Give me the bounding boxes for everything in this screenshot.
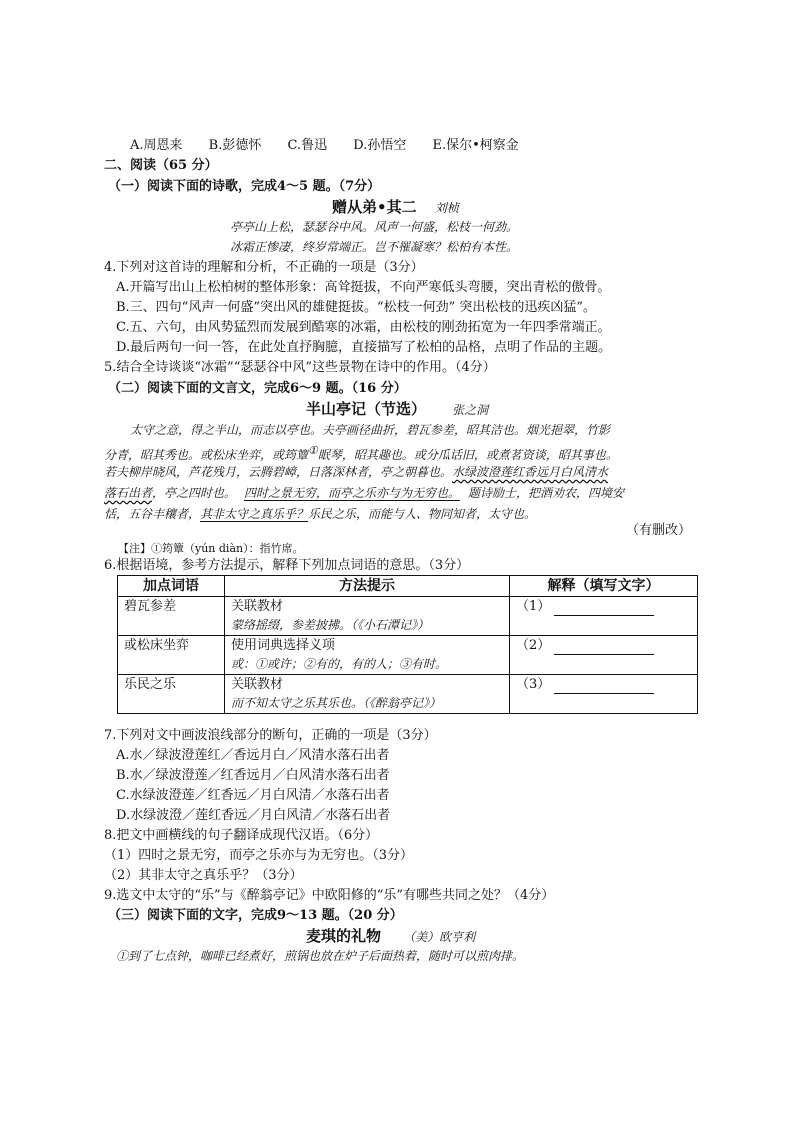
prose-line-5c: 乐民之乐，而能与人、物同知者，太守也。: [308, 507, 537, 521]
table-word: 或松床坐弈: [118, 636, 225, 675]
prose-line-5a: 恬，五谷丰穰者，: [104, 507, 201, 521]
answer-blank[interactable]: [554, 601, 654, 616]
part3-heading: （三）阅读下面的文字，完成9～13 题。（20 分）: [108, 908, 403, 923]
story-title-line: [306, 927, 475, 947]
table-method: 关联教材: [231, 677, 284, 692]
answer-label: （2）: [516, 638, 551, 653]
table-word: 乐民之乐: [118, 675, 225, 714]
choice-a: A.周恩来: [130, 138, 183, 153]
q8-part-1: （1）四时之景无穷，而亭之乐亦与为无穷也。（3分）: [104, 848, 414, 863]
table-header: 加点词语: [118, 576, 225, 597]
table-method-cell: [225, 675, 510, 714]
question-4: 4.下列对这首诗的理解和分析，不正确的一项是（3分）: [104, 260, 424, 275]
prose-author: 张之洞: [452, 403, 489, 417]
table-header: 方法提示: [225, 576, 510, 597]
table-method: 使用词典选择义项: [231, 638, 336, 653]
q7-option-d: D.水绿波澄／莲红香远／月白风清／水落石出者: [116, 808, 391, 823]
story-paragraph-1: ①到了七点钟，咖啡已经煮好，煎锅也放在炉子后面热着，随时可以煎肉排。: [116, 949, 525, 963]
question-5: 5.结合全诗谈谈“冰霜”“瑟瑟谷中风”这些景物在诗中的作用。（4分）: [104, 360, 496, 375]
q7-option-b: B.水／绿波澄莲／红香远月／白风清水落石出者: [116, 768, 390, 783]
table-row: [118, 636, 698, 675]
choice-d: D.孙悟空: [353, 138, 407, 153]
choice-e: E.保尔•柯察金: [432, 138, 519, 153]
underline-sentence-2: 其非太守之真乐乎？: [200, 507, 309, 521]
table-method-cell: [225, 636, 510, 675]
part1-heading: （一）阅读下面的诗歌，完成4～5 题。（7分）: [108, 179, 381, 194]
prose-line-4a: ，亭之四时也。: [152, 486, 237, 500]
prose-line-2: [104, 442, 618, 464]
choice-b: B.彭德怀: [208, 138, 262, 153]
prose-line-3: [104, 463, 608, 481]
poem-author: 刘桢: [434, 201, 459, 215]
answer-blank[interactable]: [554, 679, 654, 694]
answer-label: （3）: [516, 677, 551, 692]
prose-line-4c: 题诗励士，把酒劝农，四境安: [468, 486, 625, 500]
footnote: 【注】①筠簟（yún diàn）：指竹席。: [118, 542, 304, 555]
poem-title: 赠从弟•其二: [332, 198, 417, 216]
table-header: 解释（填写文字）: [510, 576, 698, 597]
underline-sentence-1: 四时之景无穷，而亭之乐亦与为无穷也。: [244, 486, 461, 500]
prose-title-line: [306, 400, 488, 420]
table-header-row: [118, 576, 698, 597]
table-answer-cell[interactable]: [510, 636, 698, 675]
table-row: [118, 597, 698, 636]
story-author: （美）欧亨利: [403, 930, 476, 944]
question-6: 6.根据语境，参考方法提示，解释下列加点词语的意思。（3分）: [104, 558, 470, 573]
table-answer-cell[interactable]: [510, 675, 698, 714]
table-row: [118, 675, 698, 714]
prose-line-2a: 分青，昭其秀也。或松床坐弈，或筠簟: [104, 448, 309, 462]
question-7: 7.下列对文中画波浪线部分的断句，正确的一项是（3分）: [104, 728, 437, 743]
q8-part-2: （2）其非太守之真乐乎？（3分）: [104, 868, 303, 883]
choice-c: C.鲁迅: [287, 138, 328, 153]
prose-line-1: 太守之意，得之半山，而志以亭也。夫亭画径曲折，碧瓦参差，昭其洁也。烟光挹翠，竹影: [130, 423, 611, 437]
table-hint: 而不知太守之乐其乐也。（《醉翁亭记》）: [231, 696, 442, 710]
wavy-line-part1: 水绿波澄莲红香远月白风清水: [452, 465, 609, 479]
q7-option-a: A.水／绿波澄莲红／香远月白／风清水落石出者: [116, 748, 390, 763]
prose-line-4: [104, 484, 624, 502]
wavy-line-part2: 落石出者: [104, 486, 153, 500]
prose-line-2b: 眠琴，昭其趣也。或分瓜话旧，或煮茗资谈，昭其事也。: [317, 448, 618, 462]
table-answer-cell[interactable]: [510, 597, 698, 636]
section-heading: 二、阅读（65 分）: [104, 158, 218, 173]
q4-option-b: B.三、四句“风声一何盛”突出风的雄健挺拔。“松枝一何劲” 突出松枝的迅疾凶猛”。: [116, 300, 597, 315]
question-9: 9.选文中太守的“乐”与《醉翁亭记》中欧阳修的“乐”有哪些共同之处？（4分）: [104, 888, 555, 903]
footnote-mark: ①: [308, 444, 318, 457]
table-method-cell: [225, 597, 510, 636]
answer-label: （1）: [516, 599, 551, 614]
vocab-table: [117, 575, 698, 714]
table-word: 碧瓦参差: [118, 597, 225, 636]
poem-title-line: [332, 198, 459, 218]
prose-title: 半山亭记（节选）: [306, 400, 427, 418]
q4-option-d: D.最后两句一问一答，在此处直抒胸臆，直接描写了松柏的品格，点明了作品的主题。: [116, 340, 612, 355]
q7-option-c: C.水绿波澄莲／红香远／月白风清／水落石出者: [116, 788, 390, 803]
prose-line-3a: 若夫柳岸晓风，芦花残月，云腾碧嶂，日落深林者，亭之朝暮也。: [104, 465, 453, 479]
answer-blank[interactable]: [554, 640, 654, 655]
story-title: 麦琪的礼物: [306, 927, 382, 945]
table-method: 关联教材: [231, 599, 284, 614]
poem-line-2: 冰霜正惨凄，终岁常端正。岂不罹凝寒？松柏有本性。: [230, 240, 519, 254]
q4-option-c: C.五、六句，由风势猛烈而发展到酷寒的冰霜，由松枝的刚劲拓宽为一年四季常端正。: [116, 320, 611, 335]
source-note: （有删改）: [626, 523, 692, 538]
table-hint: 或：①或许；②有的，有的人；③有时。: [231, 657, 448, 671]
part2-heading: （二）阅读下面的文言文，完成6～9 题。（16 分）: [108, 381, 407, 396]
prose-line-5: [104, 505, 536, 523]
q4-option-a: A.开篇写出山上松柏树的整体形象：高耸挺拔，不向严寒低头弯腰，突出青松的傲骨。: [116, 280, 611, 295]
choice-options: [130, 137, 541, 155]
table-hint: 蒙络摇缀，参差披拂。（《小石潭记》）: [231, 618, 430, 632]
question-8: 8.把文中画横线的句子翻译成现代汉语。（6分）: [104, 828, 379, 843]
poem-line-1: 亭亭山上松，瑟瑟谷中风。风声一何盛，松枝一何劲。: [230, 220, 519, 234]
